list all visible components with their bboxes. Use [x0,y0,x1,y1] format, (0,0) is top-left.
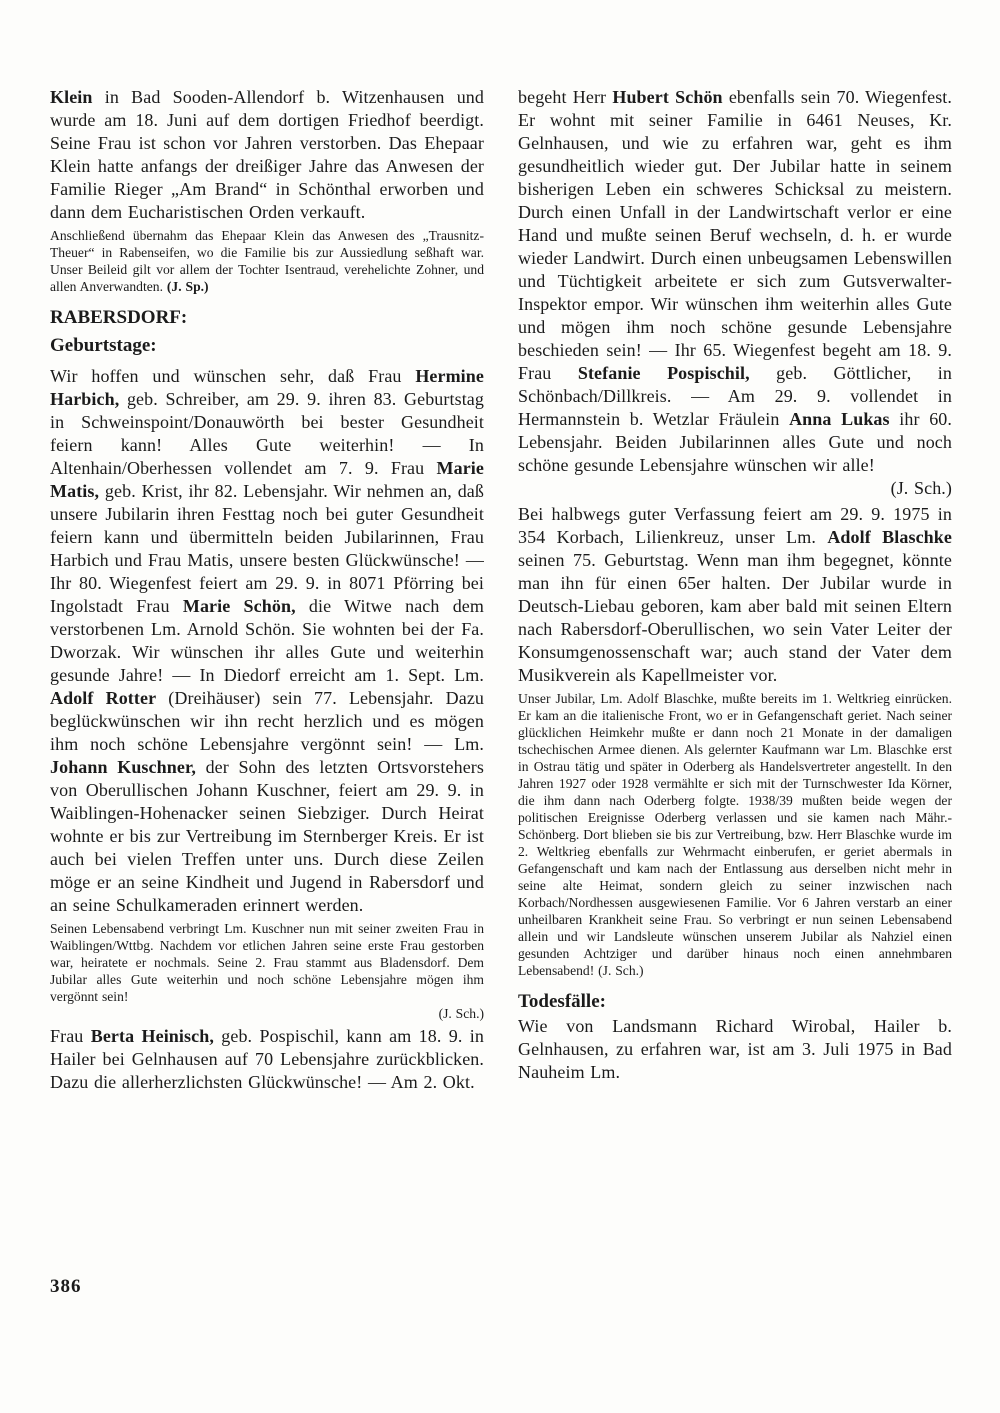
bold-text-run: Marie Schön, [182,596,296,616]
text-run: Unser Jubilar, Lm. Adolf Blaschke, mußte bereits im 1. Weltkrieg einrücken. Er kam an die italienische Front, wo er in Gefangenschaft geriet. Nach seiner glücklichen Heimkehr mußte er dann noch 21 Monate in der damaligen tschechischen Armee dienen. Als gelernter Kaufmann war Lm. Blaschke erst in Ostrau tätig und später in Oderberg als Handelsvertreter angestellt. In den Jahren 1927 oder 1928 vermählte er sich mit der Turnschwester Ida Körner, die ihm dann nach Oderberg folgte. 1938/39 mußten beide wegen der politischen Ereignisse Oderberg verlassen und sie kamen nach Mähr.-Schönberg. Dort blieben sie bis zur Vertreibung, bzw. Herr Blaschke wurde im 2. Weltkrieg ebenfalls zur Wehrmacht einberufen, er geriet abermals in Gefangenschaft und kam nach der Entlassung aus derselben nicht mehr in seine alte Heimat, sondern gleich zu seiner inzwischen nach Korbach/Nordhessen ausgewiesenen Familie. Vor 6 Jahren verstarb an einer unheilbaren Krankheit seine Frau. So verbringt er nun seinen Lebensabend allein und wir Landsleute wünschen unserem Jubilar als Nahziel einen gesunden Achtziger und darüber hinaus noch einen annehmbaren Lebensabend! (J. Sch.) [518,691,952,978]
body-paragraph [518,503,952,687]
fine-print-paragraph [50,227,484,295]
text-run: geb. Pospischil, kann am 18. 9. in Hailer bei Gelnhausen auf 70 Lebensjahre zurückblicken. Dazu die allerherzlichsten Glückwünsche! — Am 2. Okt. [50,1026,484,1092]
text-run: in Bad Sooden-Allendorf b. Witzenhausen und wurde am 18. Juni auf dem dortigen Friedhof beerdigt. Seine Frau ist schon vor Jahren verstorben. Das Ehepaar Klein hatte anfangs der dreißiger Jahre das Anwesen der Familie Rieger „Am Brand“ in Schönthal erworben und dann dem Eucharistischen Orden verkauft. [50,87,484,222]
text-run: die Witwe nach dem verstorbenen Lm. Arnold Schön. Sie wohnten bei der Fa. Dworzak. Wir wünschen ihr alles Gute und weiterhin gesunde Jahre! — In Diedorf erreicht am 1. Sept. Lm. [50,596,484,685]
text-run: seinen 75. Geburtstag. Wenn man ihm begegnet, könnte man ihn für einen 65er halten. Der Jubilar wurde in Deutsch-Liebau geboren, kam aber bald mit seinen Eltern nach Rabersdorf-Oberullischen, wo sein Vater Leiter der Konsumgenossenschaft war; auch stand der Vater dem Musikverein als Kapellmeister vor. [518,550,952,685]
text-run: geb. Göttlicher, in Schönbach/Dillkreis. — Am 29. 9. vollendet in Hermannstein b. Wetzlar Fräulein [518,363,952,429]
bold-text-run: Klein [50,87,93,107]
bold-text-run: Johann Kuschner, [50,757,196,777]
text-run: ihr 60. Lebensjahr. Beiden Jubilarinnen alles Gute und noch schöne gesunde Lebensjahre wünschen wir alle! [518,409,953,475]
text-run: ebenfalls sein 70. Wiegenfest. Er wohnt mit seiner Familie in 6461 Neuses, Kr. Gelnhausen, und wie zu erfahren war, geht es ihm gesundheitlich wieder gut. Der Jubilar hatte in seinem bisherigen Leben ein schweres Schicksal zu meistern. Durch einen Unfall in der Landwirtschaft verlor er eine Hand und mußte seinen Beruf wechseln, d. h. er wurde wieder Landwirt. Durch einen unbeugsamen Lebenswillen und Tüchtigkeit arbeitete er sich zum Gutsverwalter-Inspektor empor. Wir wünschen ihm weiterhin alles Gute und mögen ihm noch schöne gesunde Lebensjahre beschieden sein! — Ihr 65. Wiegenfest begeht am 18. 9. Frau [518,87,952,383]
section-heading: Todesfälle: [518,991,606,1012]
text-run: begeht Herr [518,87,613,107]
bold-text-run: (J. Sp.) [166,279,209,294]
bold-text-run: Hermine Harbich, [50,366,484,409]
body-paragraph [50,1025,484,1094]
text-run: (Dreihäuser) sein 77. Lebensjahr. Dazu beglückwünschen wir ihn recht herzlich und es mögen ihm noch schöne Lebensjahre vergönnt sein! — Lm. [50,688,485,754]
bold-text-run: Hubert Schön [612,87,723,107]
text-run: Wir hoffen und wünschen sehr, daß Frau [50,366,416,386]
subsection-heading: Geburtstage: [50,335,157,356]
text-run: Anschließend übernahm das Ehepaar Klein das Anwesen des „Trausnitz-Theuer“ in Rabenseifen, wo die Familie bis zur Aussiedlung seßhaft war. Unser Beileid gilt vor allem der Tochter Isentraud, verehelichte Zohner, und allen Anverwandten. [50,228,484,294]
fine-print-paragraph [518,690,952,979]
text-run: Bei halbwegs guter Verfassung feiert am 29. 9. 1975 in 354 Korbach, Lilienkreuz, unser Lm. [518,504,952,547]
text-run: Seinen Lebensabend verbringt Lm. Kuschner nun mit seiner zweiten Frau in Waiblingen/Wttbg. Nachdem vor etlichen Jahren seine erste Frau gestorben war, heiratete er nochmals. Seine 2. Frau stammt aus Bladensdorf. Dem Jubilar alles Gute weiterhin und noch schöne Lebensjahre mögen ihm vergönnt sein! [50,921,484,1004]
text-run: Frau [50,1026,91,1046]
text-run: der Sohn des letzten Ortsvorstehers von Oberullischen Johann Kuschner, feiert am 29. 9. in Waiblingen-Hohenacker seinen Siebziger. Durch Heirat wohnte er bis zur Vertreibung im Sternberger Kreis. Er ist auch bei vielen Treffen unter uns. Durch diese Zeilen möge er an seine Kindheit und Jugend in Rabersdorf und an seine Schulkameraden erinnert werden. [50,757,484,915]
body-paragraph [518,86,952,500]
signoff: (J. Sch.) [438,1006,484,1021]
body-paragraph [518,1015,952,1084]
page-number: 386 [50,1276,82,1297]
bold-text-run: Adolf Blaschke [827,527,952,547]
bold-text-run: Adolf Rotter [50,688,157,708]
section-heading: RABERSDORF: [50,307,188,328]
bold-text-run: Stefanie Pospischil, [577,363,750,383]
bold-text-run: Berta Heinisch, [90,1026,214,1046]
text-run: geb. Schreiber, am 29. 9. ihren 83. Geburtstag in Schweinspoint/Donauwörth bei bester Gesundheit feiern kann! Alles Gute weiterhin! — In Altenhain/Oberhessen vollendet am 7. 9. Frau [50,389,484,478]
bold-text-run: Marie Matis, [50,458,484,501]
text-run: Wie von Landsmann Richard Wirobal, Hailer b. Gelnhausen, zu erfahren war, ist am 3. Juli 1975 in Bad Nauheim Lm. [518,1016,952,1082]
right-column [518,86,952,1097]
bold-text-run: Anna Lukas [789,409,890,429]
fine-print-paragraph [50,920,484,1022]
signoff: (J. Sch.) [890,478,952,498]
left-column [50,86,484,1097]
text-run: geb. Krist, ihr 82. Lebensjahr. Wir nehmen an, daß unsere Jubilarin ihren Festtag noch bei guter Gesundheit feiern kann und übermitteln beiden Jubilarinnen, Frau Harbich und Frau Matis, unsere besten Glückwünsche! — Ihr 80. Wiegenfest feiert am 29. 9. in 8071 Pförring bei Ingolstadt Frau [50,481,484,616]
body-paragraph [50,365,484,917]
body-paragraph [50,86,484,224]
